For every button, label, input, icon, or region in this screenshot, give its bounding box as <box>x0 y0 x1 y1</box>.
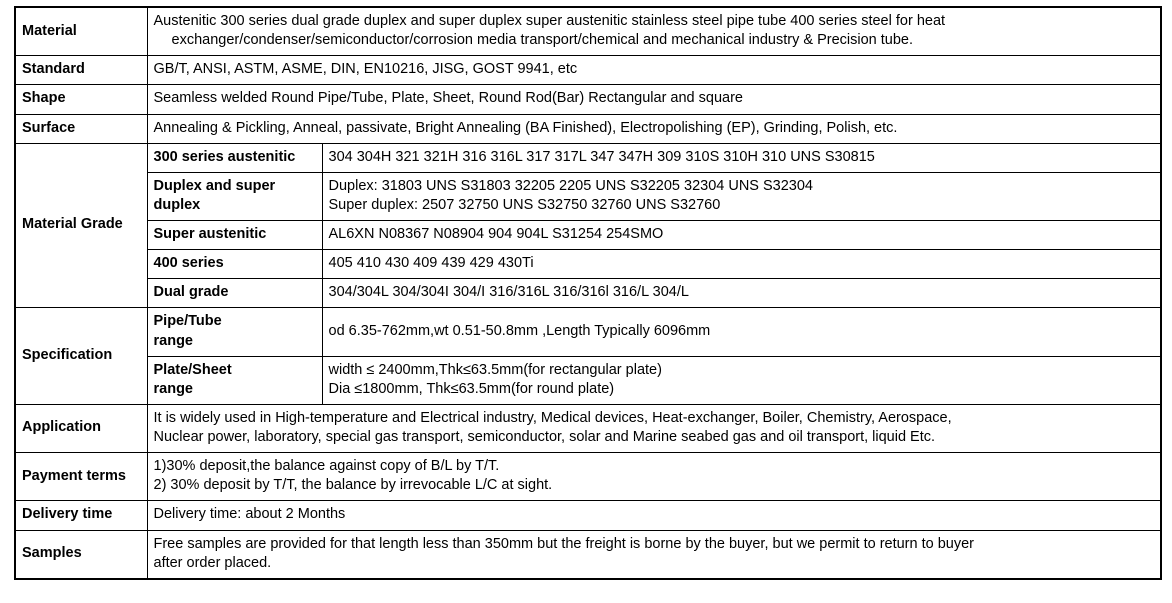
plate-value-line-1: width ≤ 2400mm,Thk≤63.5mm(for rectangular plate) <box>328 361 662 378</box>
table-row <box>15 404 1161 452</box>
samples-line-1: Free samples are provided for that length less than 350mm but the freight is borne by the buyer, but we permit to return to buyer <box>153 535 974 552</box>
row-label-specification: Specification <box>15 308 147 405</box>
row-label-standard: Standard <box>15 56 147 85</box>
subrow-label-super-austenitic: Super austenitic <box>147 221 322 250</box>
duplex-line-2: Super duplex: 2507 32750 UNS S32750 32760 UNS S32760 <box>328 196 721 213</box>
plate-value-line-2: Dia ≤1800mm, Thk≤63.5mm(for round plate) <box>328 380 615 397</box>
pipe-range-line-1: Pipe/Tube <box>153 313 222 330</box>
table-row <box>15 250 1161 279</box>
subrow-label-plate-sheet-range <box>147 356 322 404</box>
subrow-value-pipe-tube-range: od 6.35-762mm,wt 0.51-50.8mm ,Length Typically 6096mm <box>322 308 1161 356</box>
plate-range-line-1: Plate/Sheet <box>153 361 232 378</box>
table-row <box>15 453 1161 501</box>
row-label-payment-terms: Payment terms <box>15 453 147 501</box>
subrow-label-400-series: 400 series <box>147 250 322 279</box>
payment-line-2: 2) 30% deposit by T/T, the balance by irrevocable L/C at sight. <box>153 477 553 494</box>
plate-range-line-2: range <box>153 380 193 397</box>
table-row <box>15 221 1161 250</box>
table-row <box>15 172 1161 220</box>
subrow-label-300-series: 300 series austenitic <box>147 143 322 172</box>
subrow-value-plate-sheet-range <box>322 356 1161 404</box>
table-row <box>15 356 1161 404</box>
samples-line-2: after order placed. <box>153 554 272 571</box>
product-specification-table <box>14 6 1162 580</box>
table-row <box>15 530 1161 579</box>
row-label-shape: Shape <box>15 85 147 114</box>
table-row <box>15 308 1161 356</box>
row-label-material-grade: Material Grade <box>15 143 147 308</box>
material-line-2: exchanger/condenser/semiconductor/corrosion media transport/chemical and mechanical industry & Precision tube. <box>171 32 913 49</box>
row-value-payment-terms <box>147 453 1161 501</box>
duplex-line-1: Duplex: 31803 UNS S31803 32205 2205 UNS S32205 32304 UNS S32304 <box>328 177 813 194</box>
row-value-standard: GB/T, ANSI, ASTM, ASME, DIN, EN10216, JISG, GOST 9941, etc <box>147 56 1161 85</box>
table-row <box>15 56 1161 85</box>
subrow-label-duplex: Duplex and super duplex <box>147 172 322 220</box>
table-row <box>15 143 1161 172</box>
table-row <box>15 7 1161 56</box>
pipe-range-line-2: range <box>153 332 193 349</box>
subrow-label-pipe-tube-range <box>147 308 322 356</box>
table-row <box>15 279 1161 308</box>
payment-line-1: 1)30% deposit,the balance against copy of B/L by T/T. <box>153 458 500 475</box>
subrow-value-duplex <box>322 172 1161 220</box>
row-value-samples <box>147 530 1161 579</box>
row-label-samples: Samples <box>15 530 147 579</box>
material-line-1: Austenitic 300 series dual grade duplex and super duplex super austenitic stainless steel pipe tube 400 series steel for heat <box>153 13 946 29</box>
subrow-value-super-austenitic: AL6XN N08367 N08904 904 904L S31254 254SMO <box>322 221 1161 250</box>
row-label-application: Application <box>15 404 147 452</box>
row-value-delivery-time: Delivery time: about 2 Months <box>147 501 1161 530</box>
subrow-value-300-series: 304 304H 321 321H 316 316L 317 317L 347 347H 309 310S 310H 310 UNS S30815 <box>322 143 1161 172</box>
row-value-application <box>147 404 1161 452</box>
table-row <box>15 501 1161 530</box>
subrow-value-dual-grade: 304/304L 304/304I 304/I 316/316L 316/316l 316/L 304/L <box>322 279 1161 308</box>
row-label-material: Material <box>15 7 147 56</box>
subrow-value-400-series: 405 410 430 409 439 429 430Ti <box>322 250 1161 279</box>
table-row <box>15 114 1161 143</box>
subrow-label-dual-grade: Dual grade <box>147 279 322 308</box>
table-row <box>15 85 1161 114</box>
application-line-2: Nuclear power, laboratory, special gas transport, semiconductor, solar and Marine seabed gas and oil transport, liquid Etc. <box>153 429 936 445</box>
row-label-surface: Surface <box>15 114 147 143</box>
application-line-1: It is widely used in High-temperature and Electrical industry, Medical devices, Heat-exchanger, Boiler, Chemistry, Aerospace, <box>153 409 952 426</box>
row-label-delivery-time: Delivery time <box>15 501 147 530</box>
row-value-surface: Annealing & Pickling, Anneal, passivate, Bright Annealing (BA Finished), Electropolishing (EP), Grinding, Polish, etc. <box>147 114 1161 143</box>
row-value-shape: Seamless welded Round Pipe/Tube, Plate, Sheet, Round Rod(Bar) Rectangular and square <box>147 85 1161 114</box>
row-value-material <box>147 7 1161 56</box>
